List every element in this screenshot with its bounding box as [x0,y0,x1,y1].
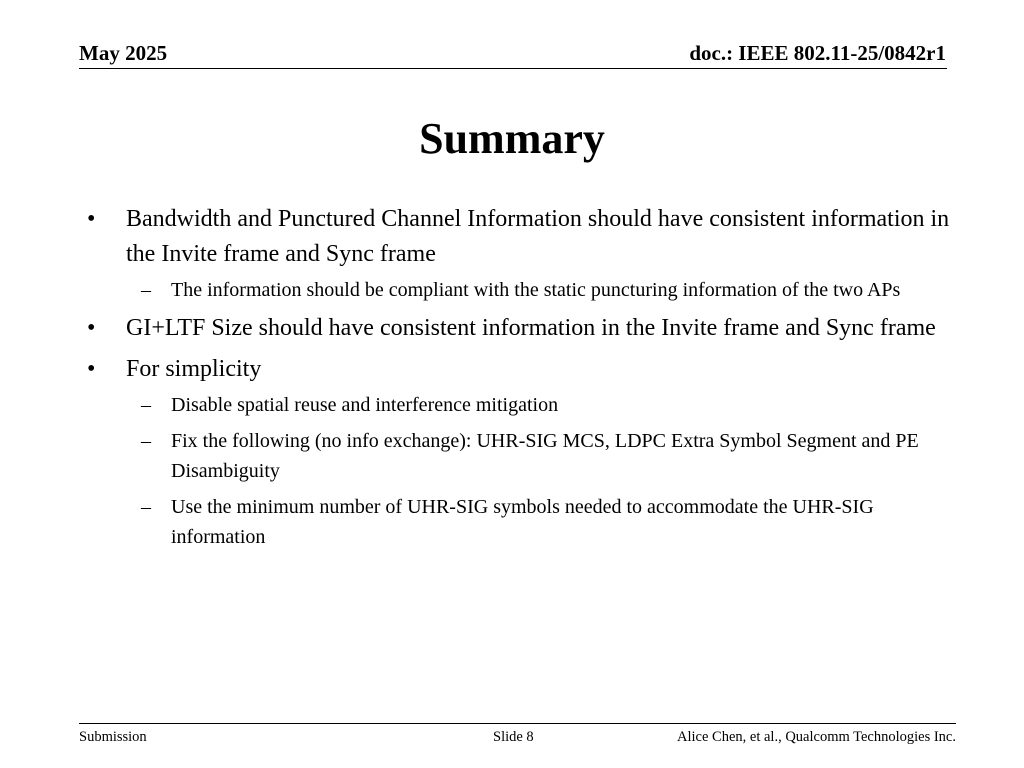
sub-bullet-text: The information should be compliant with the static puncturing information of the two APs [171,279,901,301]
slide-body [84,202,954,558]
sub-bullet-item [84,426,954,486]
footer-submission: Submission [79,729,147,745]
footer-slide-number: Slide 8 [493,729,534,745]
header-date: May 2025 [79,41,168,65]
sub-bullet-text: Fix the following (no info exchange): UHR-SIG MCS, LDPC Extra Symbol Segment and PE Disambiguity [171,430,919,482]
header-doc-number: doc.: IEEE 802.11-25/0842r1 [689,41,946,65]
sub-bullet-item [84,390,954,420]
sub-bullet-item [84,492,954,552]
bullet-marker: • [87,355,96,382]
footer-authors: Alice Chen, et al., Qualcomm Technologies Inc. [677,729,956,745]
footer-divider [79,723,956,724]
bullet-marker: • [87,206,96,232]
sub-bullet-text: Use the minimum number of UHR-SIG symbols needed to accommodate the UHR-SIG information [171,496,874,548]
sub-bullet-text: Disable spatial reuse and interference mitigation [171,394,559,416]
bullet-item [84,352,954,387]
bullet-marker: • [87,315,96,341]
header-divider [79,68,947,69]
sub-bullet-marker: – [141,279,151,301]
slide-title: Summary [419,114,605,163]
bullet-item [84,202,954,271]
sub-bullet-marker: – [141,394,151,416]
bullet-text: For simplicity [126,355,262,382]
sub-bullet-marker: – [141,496,151,518]
sub-bullet-marker: – [141,430,151,452]
bullet-text: Bandwidth and Punctured Channel Information should have consistent information in the Invite frame and Sync frame [126,206,950,267]
bullet-item [84,311,954,346]
sub-bullet-item [84,275,954,305]
bullet-text: GI+LTF Size should have consistent information in the Invite frame and Sync frame [126,315,936,341]
